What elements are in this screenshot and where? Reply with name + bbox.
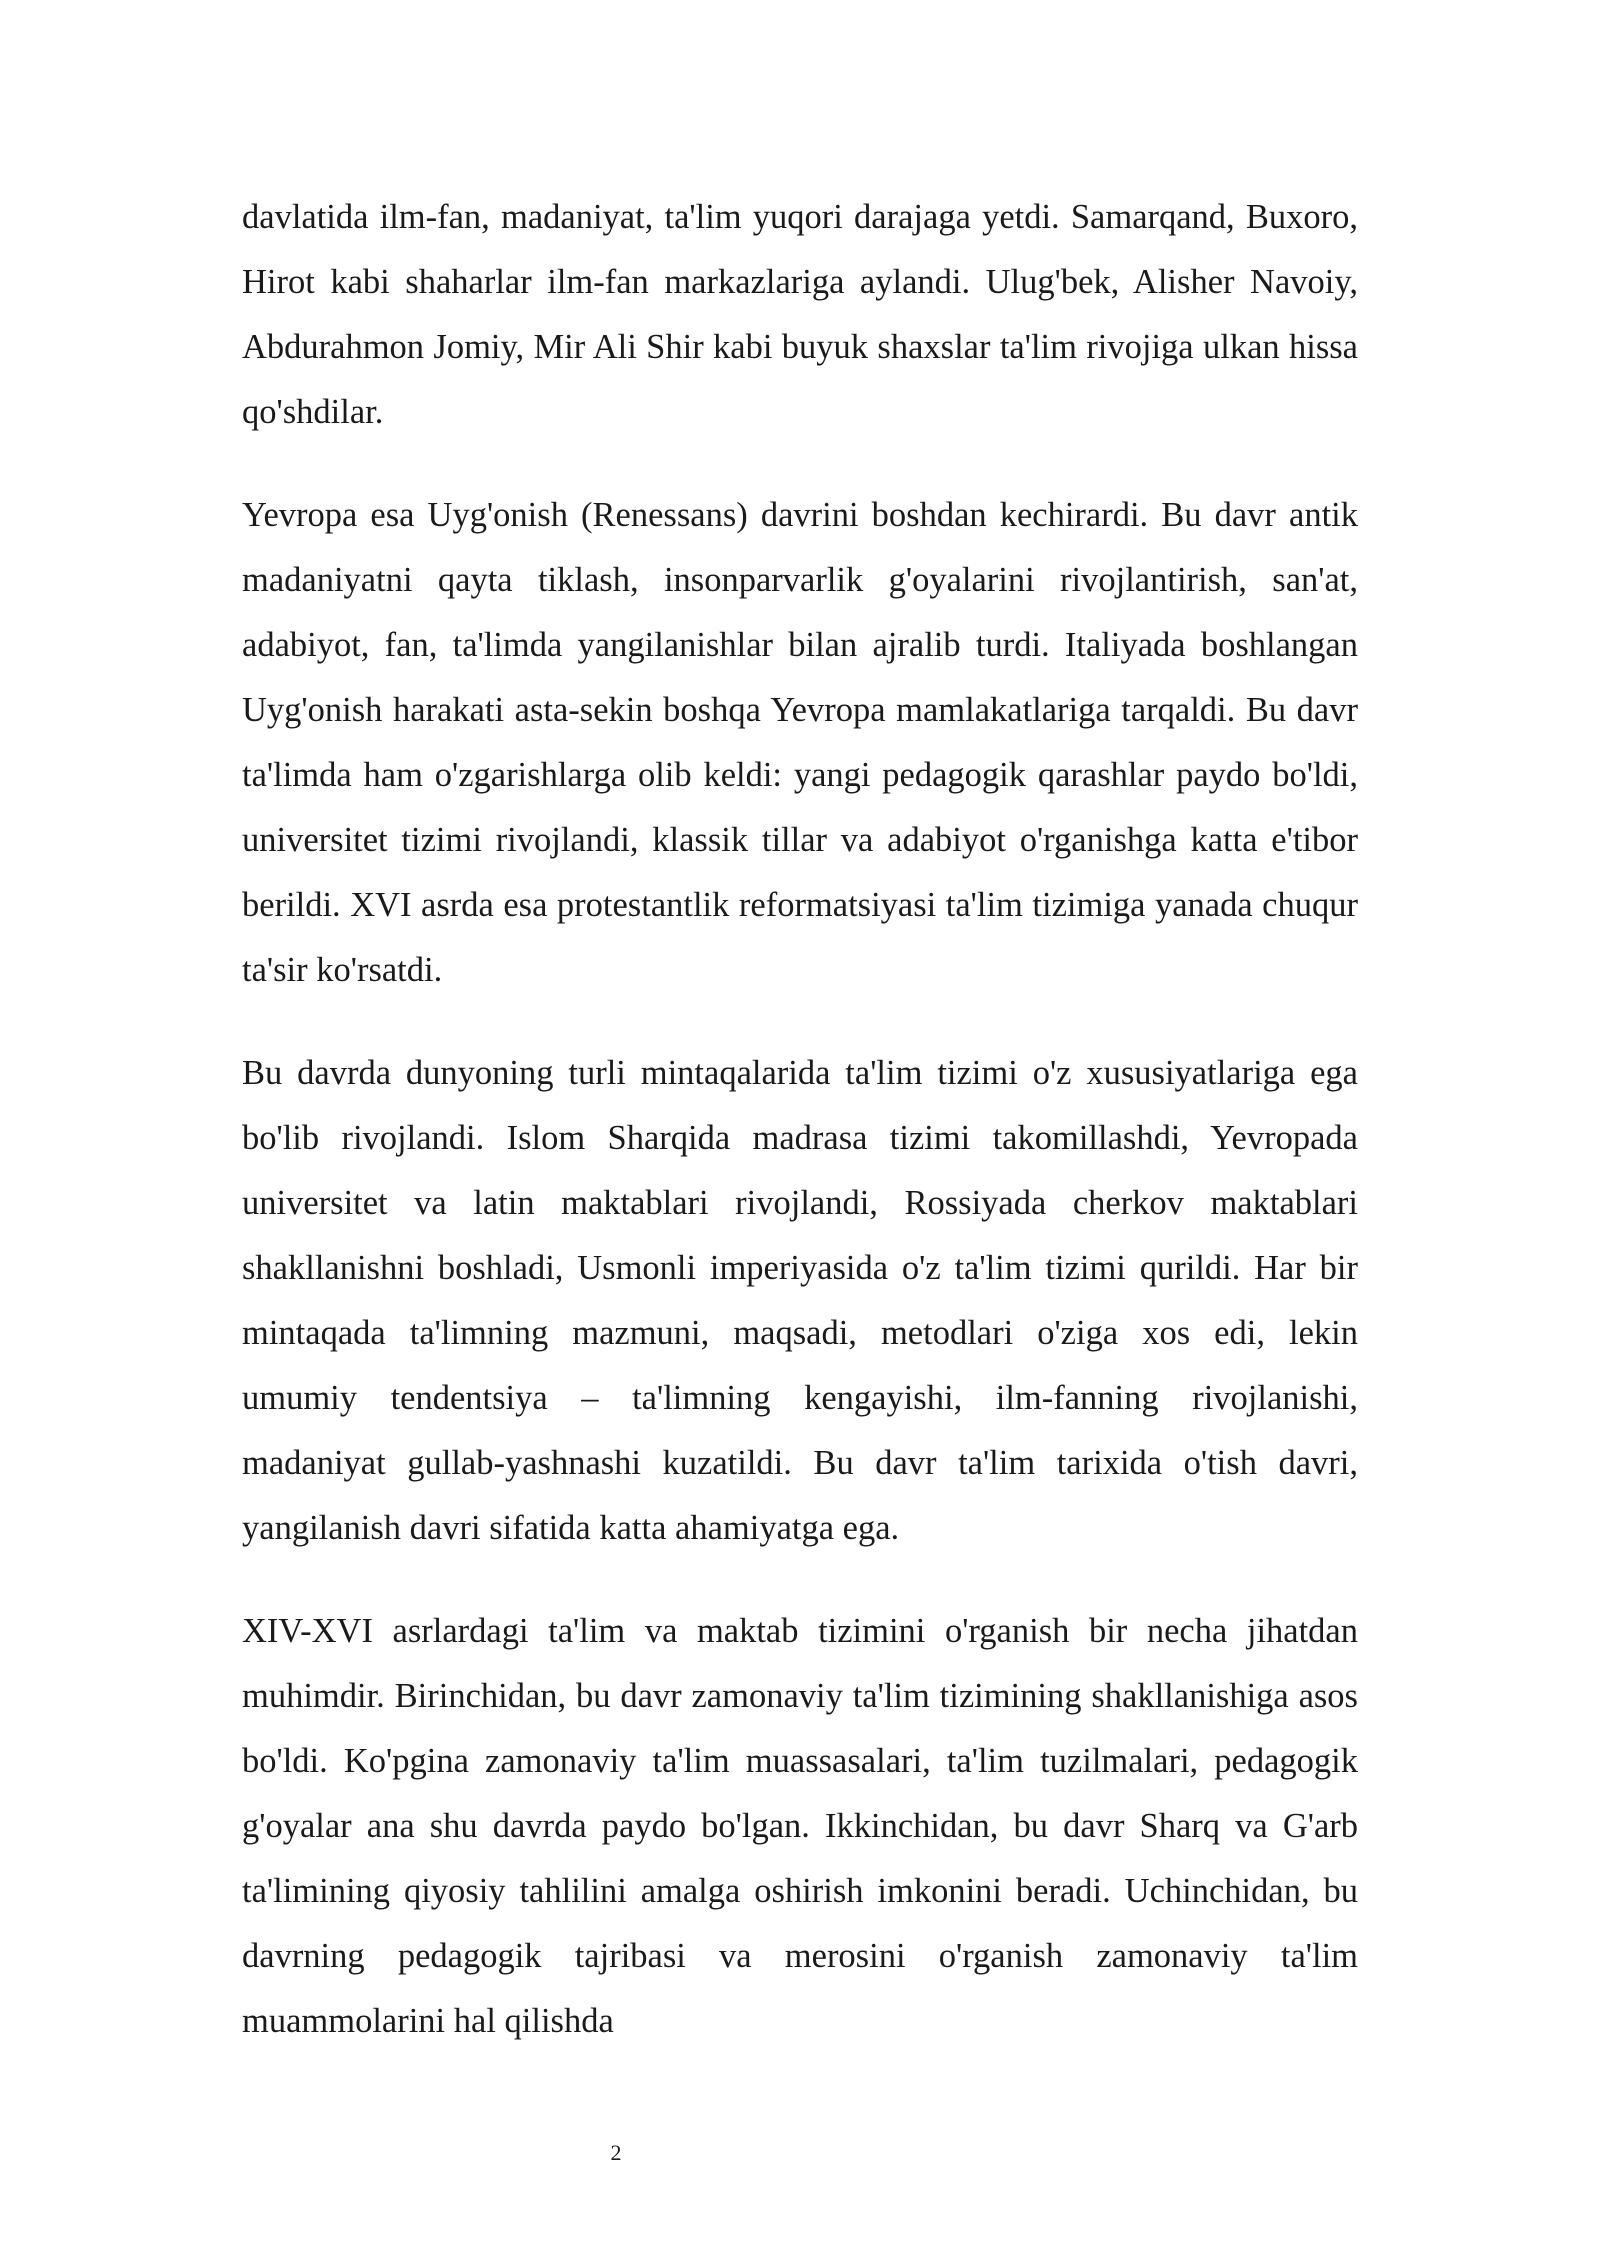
body-text [242,185,1358,2092]
paragraph-1: davlatida ilm-fan, madaniyat, ta'lim yuqori darajaga yetdi. Samarqand, Buxoro, Hirot kabi shaharlar ilm-fan markazlariga aylandi. Ulug'bek, Alisher Navoiy, Abdurahmon Jomiy, Mir Ali Shir kabi buyuk shaxslar ta'lim rivojiga ulkan hissa qo'shdilar. [242,198,1358,431]
paragraph-4: XIV-XVI asrlardagi ta'lim va maktab tizimini o'rganish bir necha jihatdan muhimdir. Birinchidan, bu davr zamonaviy ta'lim tizimining shakllanishiga asos bo'ldi. Ko'pgina zamonaviy ta'lim muassasalari, ta'lim tuzilmalari, pedagogik g'oyalar ana shu davrda paydo bo'lgan. Ikkinchidan, bu davr Sharq va G'arb ta'limining qiyosiy tahlilini amalga oshirish imkonini beradi. Uchinchidan, bu davrning pedagogik tajribasi va merosini o'rganish zamonaviy ta'lim muammolarini hal qilishda [242,1612,1358,2040]
page-number: 2 [610,2140,622,2165]
paragraph-3: Bu davrda dunyoning turli mintaqalarida ta'lim tizimi o'z xususiyatlariga ega bo'lib rivojlandi. Islom Sharqida madrasa tizimi takomillashdi, Yevropada universitet va latin maktablari rivojlandi, Rossiyada cherkov maktablari shakllanishni boshladi, Usmonli imperiyasida o'z ta'lim tizimi qurildi. Har bir mintaqada ta'limning mazmuni, maqsadi, metodlari o'ziga xos edi, lekin umumiy tendentsiya – ta'limning kengayishi, ilm-fanning rivojlanishi, madaniyat gullab-yashnashi kuzatildi. Bu davr ta'lim tarixida o'tish davri, yangilanish davri sifatida katta ahamiyatga ega. [242,1054,1358,1547]
paragraph-2: Yevropa esa Uyg'onish (Renessans) davrini boshdan kechirardi. Bu davr antik madaniyatni qayta tiklash, insonparvarlik g'oyalarini rivojlantirish, san'at, adabiyot, fan, ta'limda yangilanishlar bilan ajralib turdi. Italiyada boshlangan Uyg'onish harakati asta-sekin boshqa Yevropa mamlakatlariga tarqaldi. Bu davr ta'limda ham o'zgarishlarga olib keldi: yangi pedagogik qarashlar paydo bo'ldi, universitet tizimi rivojlandi, klassik tillar va adabiyot o'rganishga katta e'tibor berildi. XVI asrda esa protestantlik reformatsiyasi ta'lim tizimiga yanada chuqur ta'sir ko'rsatdi. [242,496,1358,989]
